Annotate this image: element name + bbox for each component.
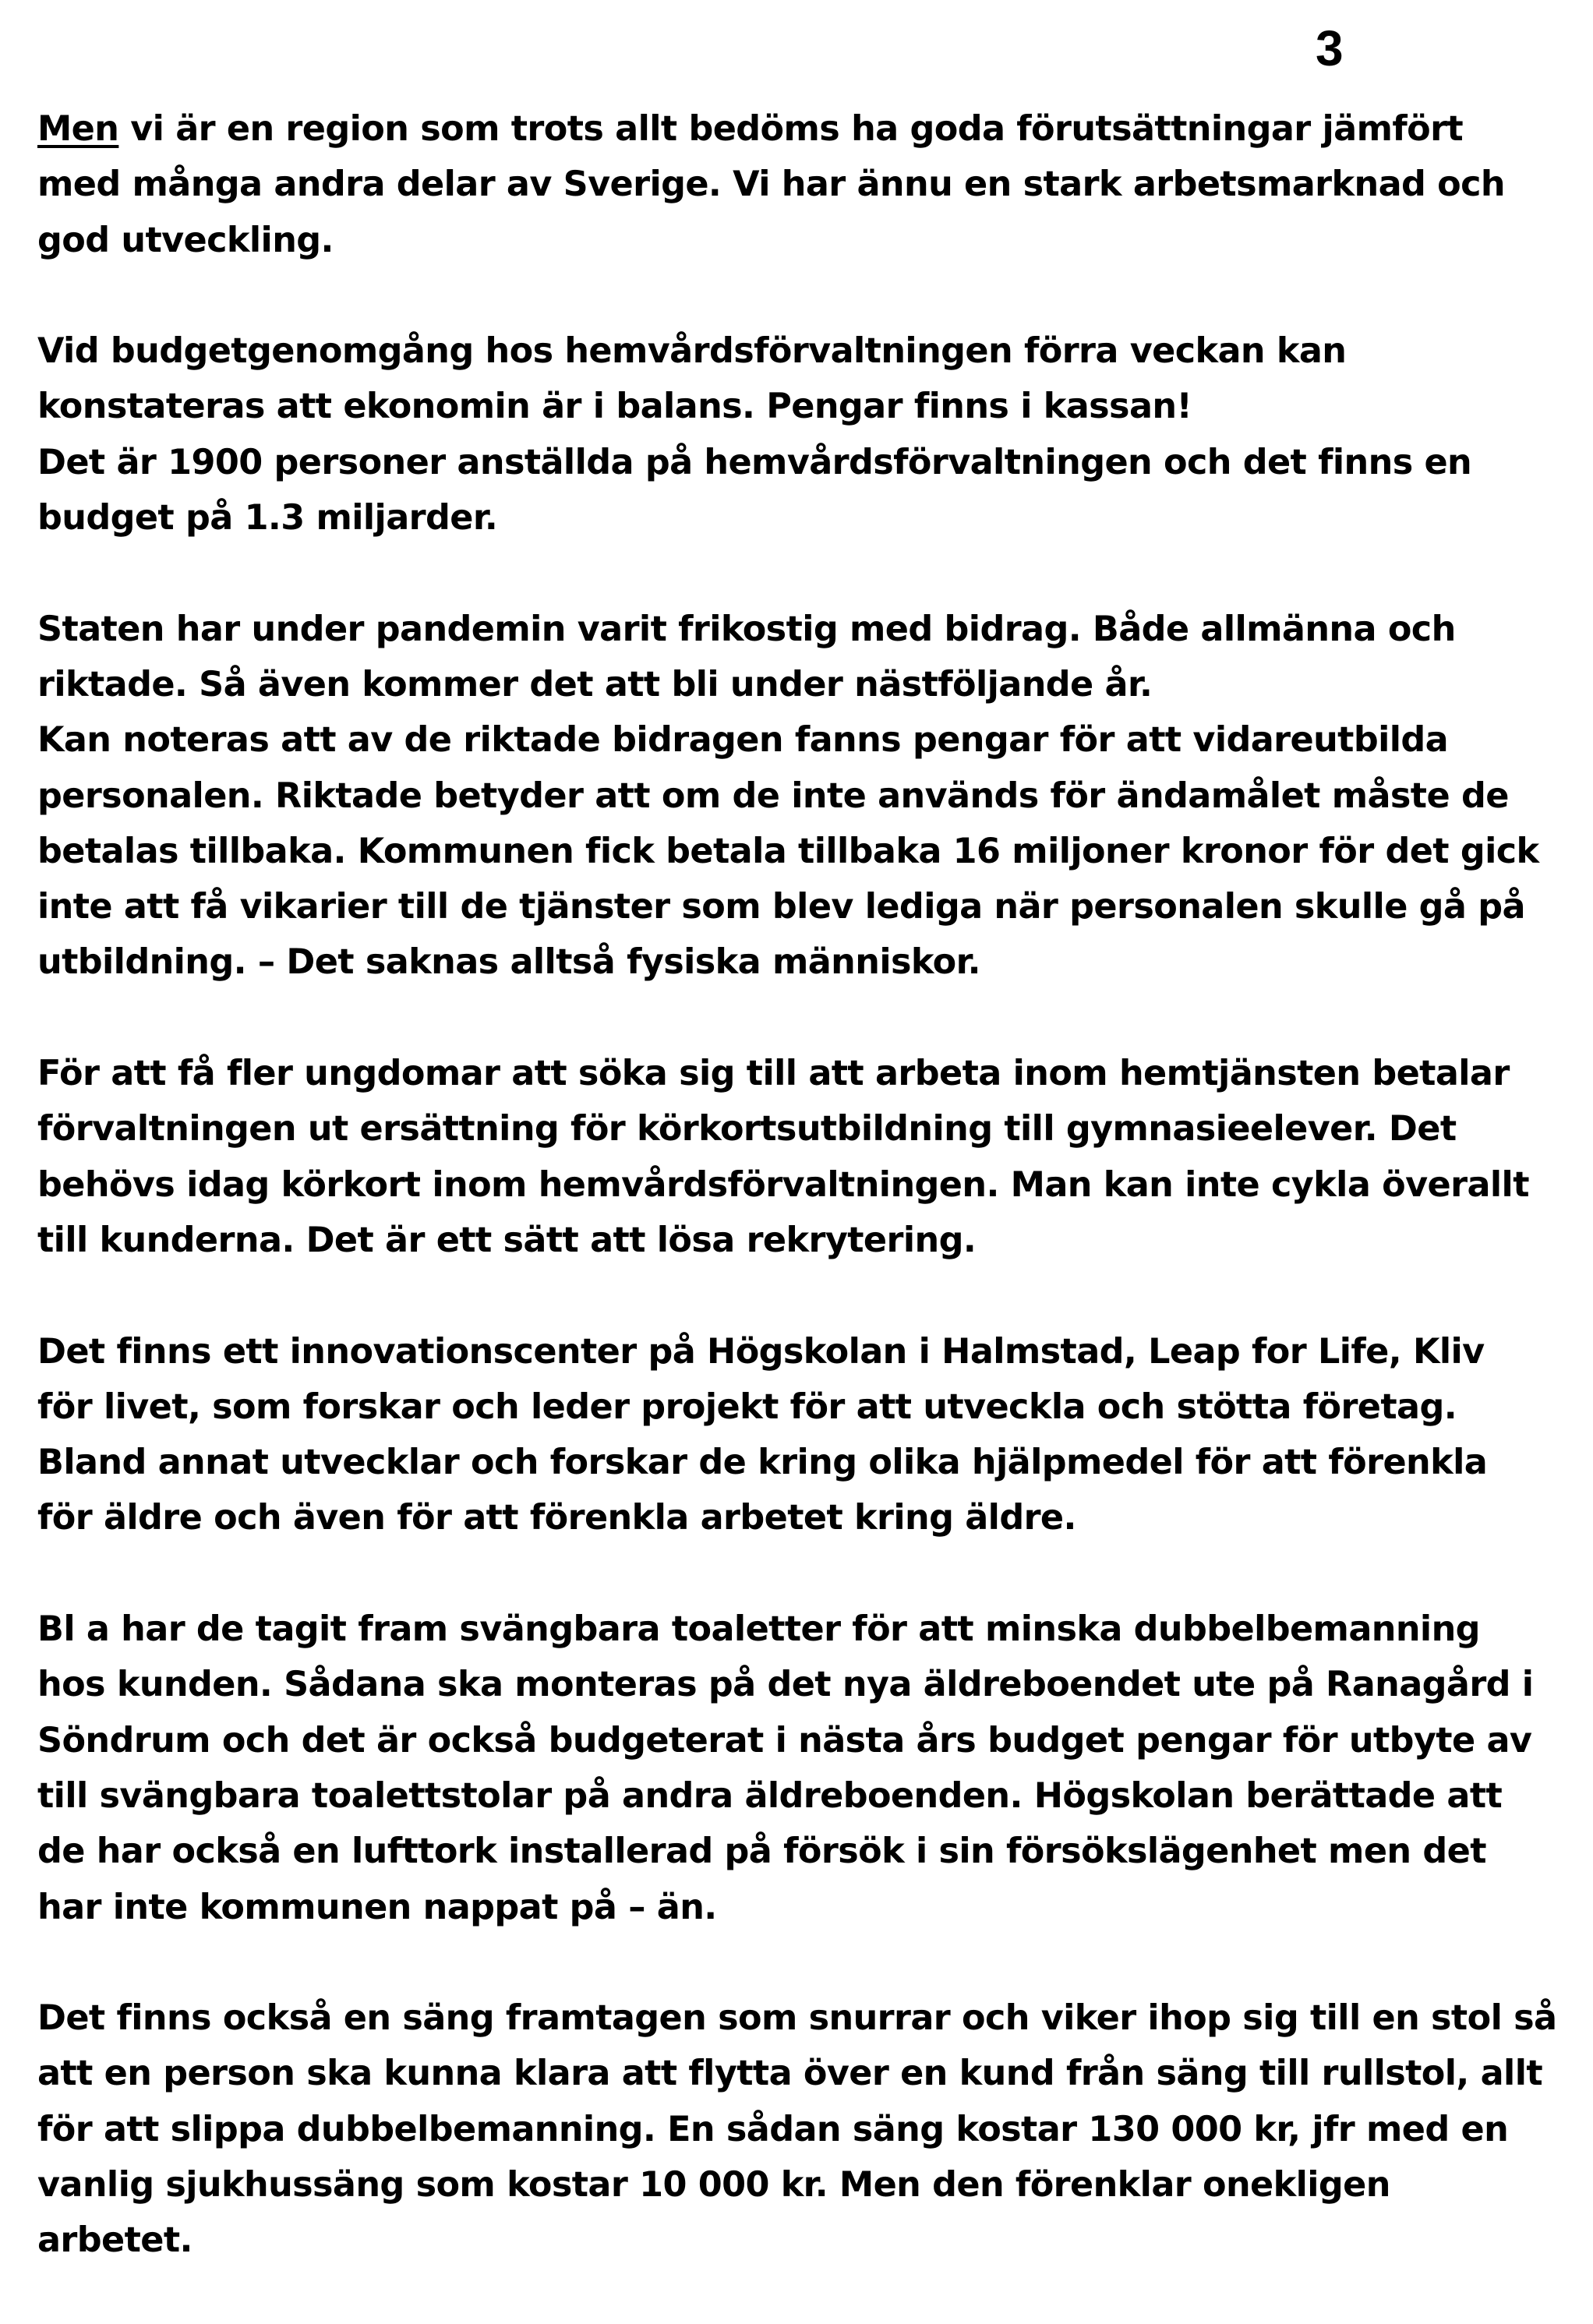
text-line: att en person ska kunna klara att flytta över en kund från säng till rullstol, allt xyxy=(37,2054,1543,2094)
text-line: till kunderna. Det är ett sätt att lösa rekrytering. xyxy=(37,1220,977,1260)
text-line: budget på 1.3 miljarder. xyxy=(37,498,498,539)
page-number: 3 xyxy=(1316,20,1344,76)
text-line: förvaltningen ut ersättning för körkortsutbildning till gymnasieelever. Det xyxy=(37,1109,1457,1150)
text-line: konstateras att ekonomin är i balans. Pengar finns i kassan! xyxy=(37,387,1192,427)
text-line: hos kunden. Sådana ska monteras på det nya äldreboendet ute på Ranagård i xyxy=(37,1665,1534,1705)
text-line: till svängbara toalettstolar på andra äldreboenden. Högskolan berättade att xyxy=(37,1775,1503,1816)
paragraph xyxy=(37,602,1565,991)
text-line: de har också en lufttork installerad på försök i sin försökslägenhet men det xyxy=(37,1831,1486,1872)
text-line: arbetet. xyxy=(37,2220,193,2261)
paragraph xyxy=(37,1046,1565,1268)
text-line: inte att få vikarier till de tjänster som blev lediga när personalen skulle gå på xyxy=(37,887,1525,927)
document-body xyxy=(37,101,1565,2324)
text-line: Kan noteras att av de riktade bidragen fanns pengar för att vidareutbilda xyxy=(37,720,1449,761)
paragraph xyxy=(37,1602,1565,1935)
paragraph xyxy=(37,1990,1565,2268)
text-line: Söndrum och det är också budgeterat i nästa års budget pengar för utbyte av xyxy=(37,1720,1532,1761)
text-line: Vid budgetgenomgång hos hemvårdsförvaltningen förra veckan kan xyxy=(37,331,1347,372)
text-line: Bl a har de tagit fram svängbara toaletter för att minska dubbelbemanning xyxy=(37,1609,1480,1650)
text-line: god utveckling. xyxy=(37,220,334,260)
text-line: Det är 1900 personer anställda på hemvårdsförvaltningen och det finns en xyxy=(37,442,1472,482)
paragraph xyxy=(37,323,1565,546)
text-line: personalen. Riktade betyder att om de inte används för ändamålet måste de xyxy=(37,775,1509,816)
text-line: för livet, som forskar och leder projekt för att utveckla och stötta företag. xyxy=(37,1386,1457,1427)
text-line: Bland annat utvecklar och forskar de kring olika hjälpmedel för att förenkla xyxy=(37,1443,1488,1483)
line-remainder: vi är en region som trots allt bedöms ha goda förutsättningar jämfört xyxy=(118,109,1464,149)
text-line: vanlig sjukhussäng som kostar 10 000 kr. Men den förenklar onekligen xyxy=(37,2164,1390,2205)
text-line: Staten har under pandemin varit frikostig med bidrag. Både allmänna och xyxy=(37,609,1456,649)
text-line xyxy=(37,101,1565,157)
text-line: har inte kommunen nappat på – än. xyxy=(37,1887,717,1927)
text-line: behövs idag körkort inom hemvårdsförvaltningen. Man kan inte cykla överallt xyxy=(37,1164,1529,1205)
underlined-word: Men xyxy=(37,109,119,149)
text-line: betalas tillbaka. Kommunen fick betala tillbaka 16 miljoner kronor för det gick xyxy=(37,831,1539,871)
text-line: Det finns också en säng framtagen som snurrar och viker ihop sig till en stol så xyxy=(37,1998,1557,2039)
paragraph xyxy=(37,1324,1565,1546)
text-line: med många andra delar av Sverige. Vi har ännu en stark arbetsmarknad och xyxy=(37,164,1506,205)
text-line: riktade. Så även kommer det att bli under nästföljande år. xyxy=(37,664,1153,705)
text-line: utbildning. – Det saknas alltså fysiska människor. xyxy=(37,942,980,983)
paragraph xyxy=(37,101,1565,268)
text-line: för äldre och även för att förenkla arbetet kring äldre. xyxy=(37,1498,1076,1538)
text-line: för att slippa dubbelbemanning. En sådan säng kostar 130 000 kr, jfr med en xyxy=(37,2109,1509,2149)
text-line: För att få fler ungdomar att söka sig till att arbeta inom hemtjänsten betalar xyxy=(37,1054,1510,1094)
text-line: Det finns ett innovationscenter på Högskolan i Halmstad, Leap for Life, Kliv xyxy=(37,1331,1485,1372)
